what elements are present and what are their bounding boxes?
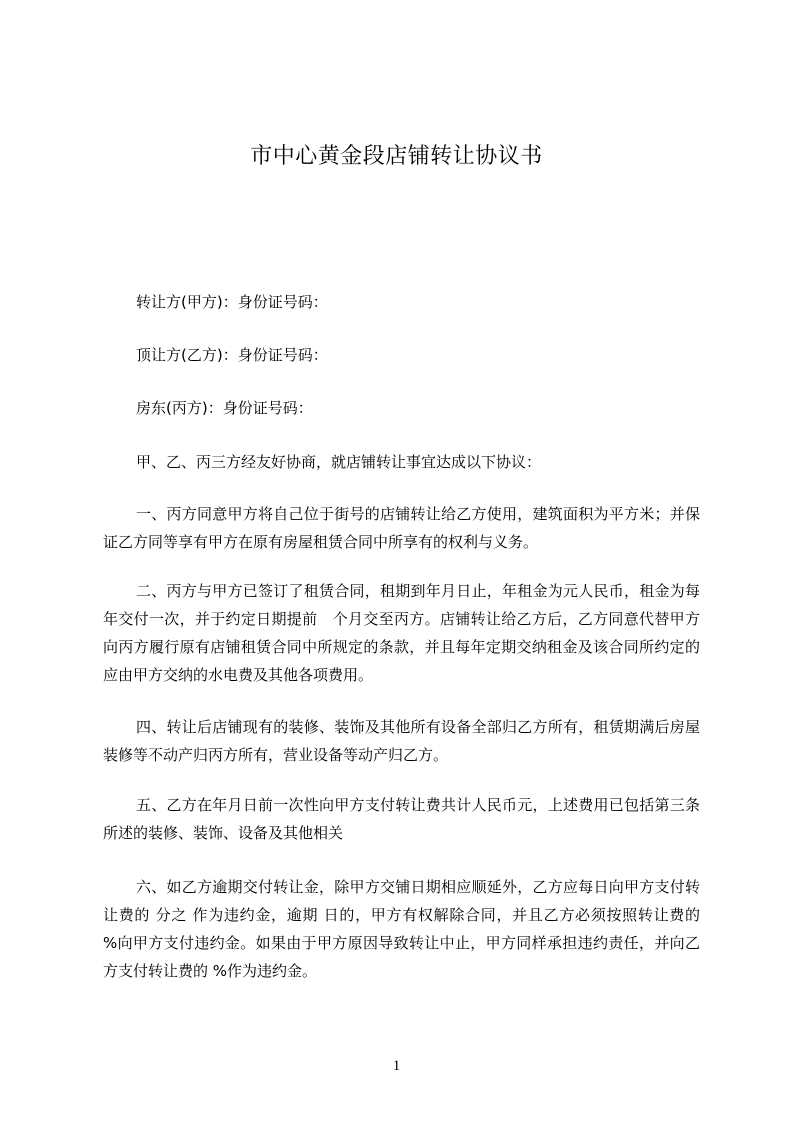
intro-line: 甲、乙、丙三方经友好协商，就店铺转让事宜达成以下协议： — [136, 453, 542, 471]
clause-1: 一、丙方同意甲方将自己位于街号的店铺转让给乙方使用，建筑面积为平方米；并保证乙方同等享有甲方在原有房屋租赁合同中所享有的权利与义务。 — [103, 505, 700, 551]
page-number: 1 — [392, 1058, 401, 1074]
clause-6: 六、如乙方逾期交付转让金，除甲方交铺日期相应顺延外，乙方应每日向甲方支付转让费的 分之 作为违约金，逾期 日的，甲方有权解除合同，并且乙方必须按照转让费的 %向甲方支付违约金。如果由于甲方原因导致转让中止，甲方同样承担违约责任，并向乙方支付转让费的 %作为违约金。 — [103, 878, 716, 980]
clause-2: 二、丙方与甲方已签订了租赁合同，租期到年月日止，年租金为元人民币，租金为每年交付一次，并于约定日期提前 个月交至丙方。店铺转让给乙方后，乙方同意代替甲方向丙方履行原有店铺租赁合同中所规定的条款，并且每年定期交纳租金及该合同所约定的应由甲方交纳的水电费及其他各项费用。 — [103, 582, 700, 684]
clause-5: 五、乙方在年月日前一次性向甲方支付转让费共计人民币元，上述费用已包括第三条所述的装修、装饰、设备及其他相关 — [103, 796, 700, 842]
party-c-line: 房东(丙方)：身份证号码： — [136, 399, 313, 417]
clause-4: 四、转让后店铺现有的装修、装饰及其他所有设备全部归乙方所有，租赁期满后房屋装修等不动产归丙方所有，营业设备等动产归乙方。 — [103, 718, 700, 764]
party-a-line: 转让方(甲方)：身份证号码： — [136, 293, 328, 311]
document-title: 市中心黄金段店铺转让协议书 — [250, 144, 543, 169]
party-b-line: 顶让方(乙方)：身份证号码： — [136, 346, 328, 364]
